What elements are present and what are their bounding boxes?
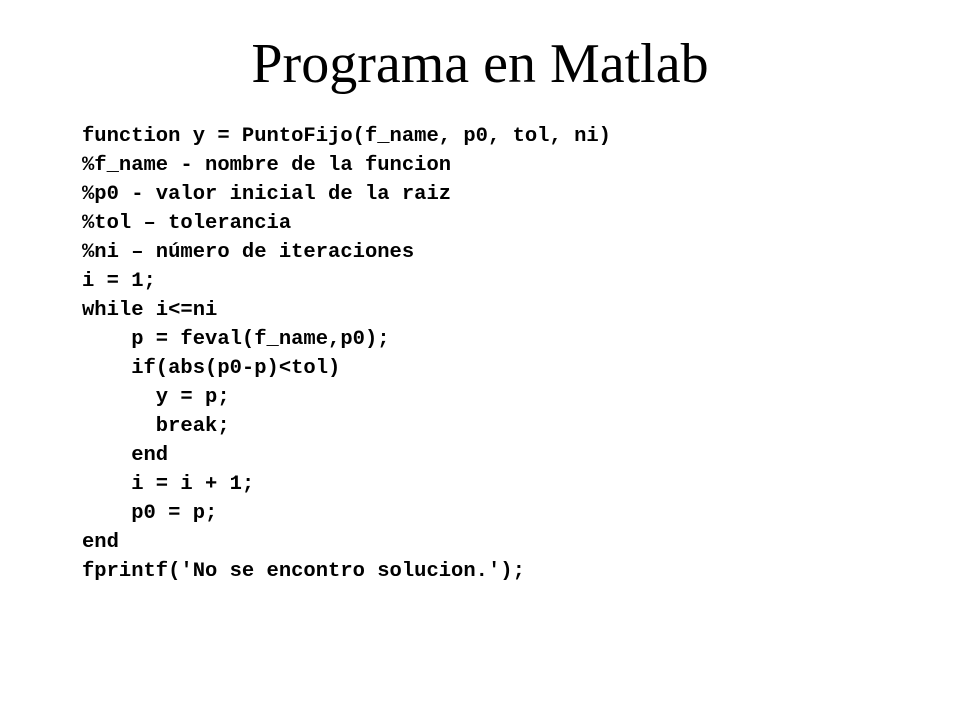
code-line: p = feval(f_name,p0); (82, 328, 390, 351)
code-line: break; (82, 415, 230, 438)
code-line: fprintf('No se encontro solucion.'); (82, 560, 525, 583)
code-line: end (82, 531, 119, 554)
code-line: if(abs(p0-p)<tol) (82, 357, 341, 380)
code-line: %f_name - nombre de la funcion (82, 154, 452, 177)
slide-title: Programa en Matlab (251, 33, 709, 95)
code-line: while i<=ni (82, 299, 218, 322)
code-line: %ni – número de iteraciones (82, 241, 415, 264)
code-line: i = i + 1; (82, 473, 255, 496)
code-line: %tol – tolerancia (82, 212, 292, 235)
code-line: function y = PuntoFijo(f_name, p0, tol, ni) (82, 125, 611, 148)
code-line: i = 1; (82, 270, 156, 293)
code-line: end (82, 444, 169, 467)
code-line: p0 = p; (82, 502, 218, 525)
code-line: y = p; (82, 386, 230, 409)
code-block (82, 122, 611, 586)
code-line: %p0 - valor inicial de la raiz (82, 183, 452, 206)
